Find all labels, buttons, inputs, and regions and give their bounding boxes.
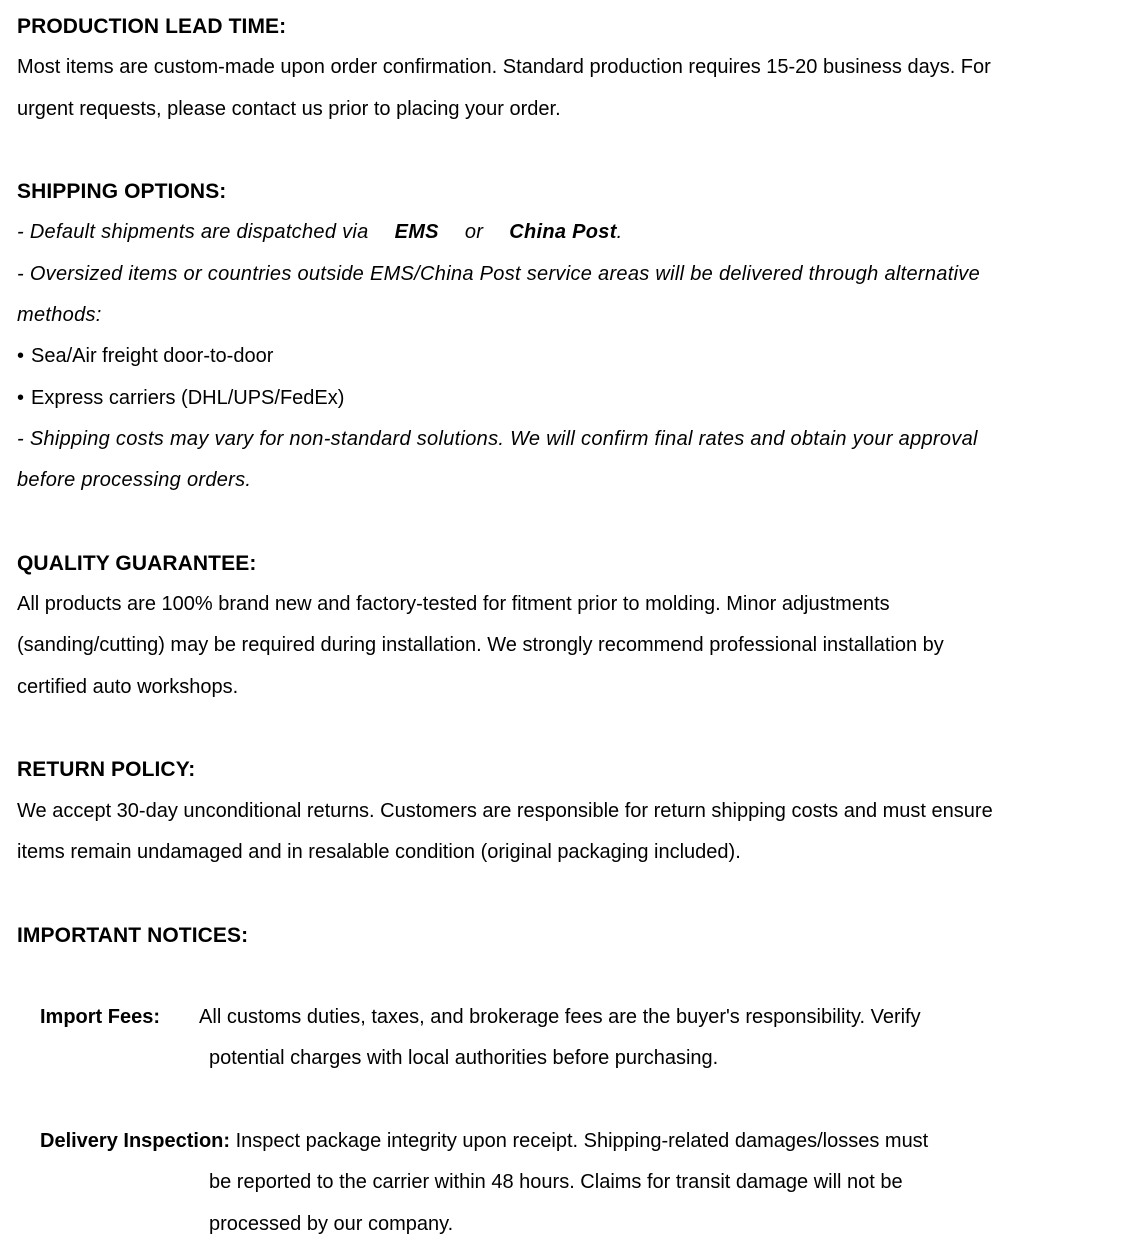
bullet-icon: • bbox=[17, 386, 25, 409]
shipping-default-period: . bbox=[616, 221, 623, 244]
shipping-bullet-1 bbox=[17, 336, 1115, 377]
shipping-oversized-line-1: - Oversized items or countries outside EMS/China Post service areas will be delivered through alternative bbox=[17, 262, 981, 285]
shipping-bullet-2 bbox=[17, 378, 1115, 419]
delivery-inspection-line-2: be reported to the carrier within 48 hours. Claims for transit damage will not be bbox=[209, 1171, 903, 1194]
spacer bbox=[17, 873, 1115, 914]
returns-line-1: We accept 30-day unconditional returns. Customers are responsible for return shipping costs and must ensure bbox=[17, 799, 993, 822]
section-title-production: PRODUCTION LEAD TIME: bbox=[17, 15, 287, 38]
quality-line-1: All products are 100% brand new and factory-tested for fitment prior to molding. Minor adjustments bbox=[17, 593, 890, 616]
shipping-bullet-2-text: Express carriers (DHL/UPS/FedEx) bbox=[31, 386, 345, 409]
section-title-quality: QUALITY GUARANTEE: bbox=[17, 551, 257, 575]
import-fees-line-1 bbox=[17, 997, 1115, 1038]
delivery-inspection-line-3: processed by our company. bbox=[209, 1212, 454, 1235]
delivery-inspection-label: Delivery Inspection: bbox=[40, 1130, 231, 1153]
delivery-inspection-line-1 bbox=[17, 1121, 1115, 1162]
shipping-costs-line-1: - Shipping costs may vary for non-standard solutions. We will confirm final rates and obtain your approval bbox=[17, 427, 978, 450]
spacer bbox=[17, 130, 1115, 171]
delivery-inspection-text-1: Inspect package integrity upon receipt. Shipping-related damages/losses must bbox=[235, 1130, 929, 1153]
production-line-2: urgent requests, please contact us prior to placing your order. bbox=[17, 97, 561, 120]
shipping-oversized-line-2: methods: bbox=[17, 304, 102, 327]
import-fees-text-1: All customs duties, taxes, and brokerage fees are the buyer's responsibility. Verify bbox=[199, 1006, 921, 1029]
spacer bbox=[17, 956, 1115, 997]
spacer bbox=[17, 1080, 1115, 1121]
shipping-default-line bbox=[17, 212, 1115, 253]
section-title-notices: IMPORTANT NOTICES: bbox=[17, 923, 249, 947]
quality-line-3: certified auto workshops. bbox=[17, 675, 239, 698]
section-title-returns: RETURN POLICY: bbox=[17, 758, 196, 782]
production-line-1: Most items are custom-made upon order confirmation. Standard production requires 15-20 business days. For bbox=[17, 56, 991, 79]
shipping-bullet-1-text: Sea/Air freight door-to-door bbox=[31, 345, 274, 368]
returns-line-2: items remain undamaged and in resalable condition (original packaging included). bbox=[17, 840, 741, 863]
quality-line-2: (sanding/cutting) may be required during installation. We strongly recommend professional installation by bbox=[17, 634, 944, 657]
carrier-ems: EMS bbox=[394, 221, 439, 244]
import-fees-line-2: potential charges with local authorities before purchasing. bbox=[209, 1047, 719, 1070]
spacer bbox=[17, 502, 1115, 543]
shipping-default-prefix: - Default shipments are dispatched via bbox=[17, 221, 369, 244]
spacer bbox=[17, 708, 1115, 749]
shipping-default-or: or bbox=[464, 221, 484, 244]
import-fees-label: Import Fees: bbox=[40, 1006, 161, 1029]
section-title-shipping: SHIPPING OPTIONS: bbox=[17, 180, 227, 204]
carrier-china-post: China Post bbox=[509, 221, 617, 244]
bullet-icon: • bbox=[17, 345, 25, 368]
shipping-costs-line-2: before processing orders. bbox=[17, 469, 252, 492]
